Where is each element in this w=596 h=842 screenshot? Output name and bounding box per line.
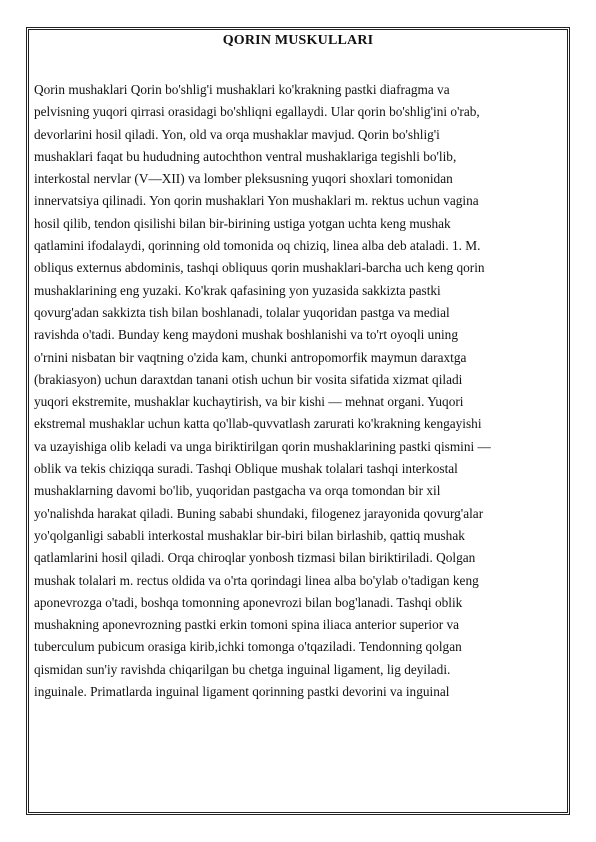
text-line: va uzayishiga olib keladi va unga biriktirilgan qorin mushaklarining pastki qismini — bbox=[34, 438, 491, 454]
text-line: pelvisning yuqori qirrasi orasidagi bo'shliqni egallaydi. Ular qorin bo'shlig'ini o'rab, bbox=[34, 104, 480, 120]
text-line: mushaklarining eng yuzaki. Ko'krak qafasining yon yuzasida sakkizta pastki bbox=[34, 282, 441, 298]
text-line: qismidan sun'iy ravishda chiqarilgan bu chetga inguinal ligament, lig deyiladi. bbox=[34, 661, 451, 677]
text-line: inguinale. Primatlarda inguinal ligament qorinning pastki devorini va inguinal bbox=[34, 684, 450, 700]
text-line: devorlarini hosil qiladi. Yon, old va orqa mushaklar mavjud. Qorin bo'shlig'i bbox=[34, 126, 440, 142]
text-line: ravishda o'tadi. Bunday keng maydoni mushak boshlanishi va to'rt oyoqli uning bbox=[34, 327, 458, 343]
text-line: obliqus externus abdominis, tashqi obliquus qorin mushaklari-barcha uch keng qorin bbox=[34, 260, 485, 276]
text-line: hosil qilib, tendon qisilishi bilan bir-birining ustiga yotgan uchta keng mushak bbox=[34, 215, 451, 231]
text-line: (brakiasyon) uchun daraxtdan tanani otish uchun bir vosita sifatida xizmat qiladi bbox=[34, 371, 463, 387]
text-line: yuqori ekstremite, mushaklar kuchaytirish, va bir kishi — mehnat organi. Yuqori bbox=[34, 394, 464, 410]
text-line: o'rnini nisbatan bir vaqtning o'zida kam, chunki antropomorfik maymun daraxtga bbox=[34, 349, 467, 365]
text-line: mushak tolalari m. rectus oldida va o'rta qorindagi linea alba bo'ylab o'tadigan keng bbox=[34, 572, 479, 588]
text-line: yo'nalishda harakat qiladi. Buning sababi shundaki, filogenez jarayonida qovurg'alar bbox=[34, 505, 484, 521]
text-line: ekstremal mushaklar uchun katta qo'llab-quvvatlash zarurati ko'krakning kengayishi bbox=[34, 416, 482, 432]
text-line: mushaklari faqat bu hududning autochthon ventral mushaklariga tegishli bo'lib, bbox=[34, 148, 457, 164]
text-line: tuberculum pubicum orasiga kirib,ichki tomonga o'tqaziladi. Tendonning qolgan bbox=[34, 639, 462, 655]
text-line: mushaklarning davomi bo'lib, yuqoridan pastgacha va orqa tomondan bir xil bbox=[34, 483, 441, 499]
page-title: QORIN MUSKULLARI bbox=[222, 33, 374, 48]
text-line: qovurg'adan sakkizta tish bilan boshlanadi, tolalar yuqoridan pastga va medial bbox=[34, 304, 450, 320]
text-line: innervatsiya qilinadi. Yon qorin mushaklari Yon mushaklari m. rektus uchun vagina bbox=[34, 193, 479, 209]
text-line: qatlamlarini hosil qiladi. Orqa chiroqlar yonbosh tizmasi bilan biriktiriladi. Qolgan bbox=[34, 550, 476, 566]
text-line: mushakning aponevrozning pastki erkin tomoni spina iliaca anterior superior va bbox=[34, 617, 460, 633]
text-line: qatlamini ifodalaydi, qorinning old tomonida oq chiziq, linea alba deb ataladi. 1. M. bbox=[34, 238, 481, 254]
text-line: Qorin mushaklari Qorin bo'shlig'i mushaklari ko'krakning pastki diafragma va bbox=[34, 82, 450, 97]
text-line: yo'qolganligi sababli interkostal mushaklar bir-biri bilan birlashib, qattiq mushak bbox=[34, 527, 465, 543]
text-line: aponevrozga o'tadi, boshqa tomonning aponevrozi bilan bog'lanadi. Tashqi oblik bbox=[34, 594, 463, 610]
body-text bbox=[34, 79, 556, 703]
text-line: interkostal nervlar (V—XII) va lomber pleksusning yuqori shoxlari tomonidan bbox=[34, 171, 453, 187]
text-line: oblik va tekis chiziqqa suradi. Tashqi Oblique mushak tolalari tashqi interkostal bbox=[34, 461, 458, 477]
